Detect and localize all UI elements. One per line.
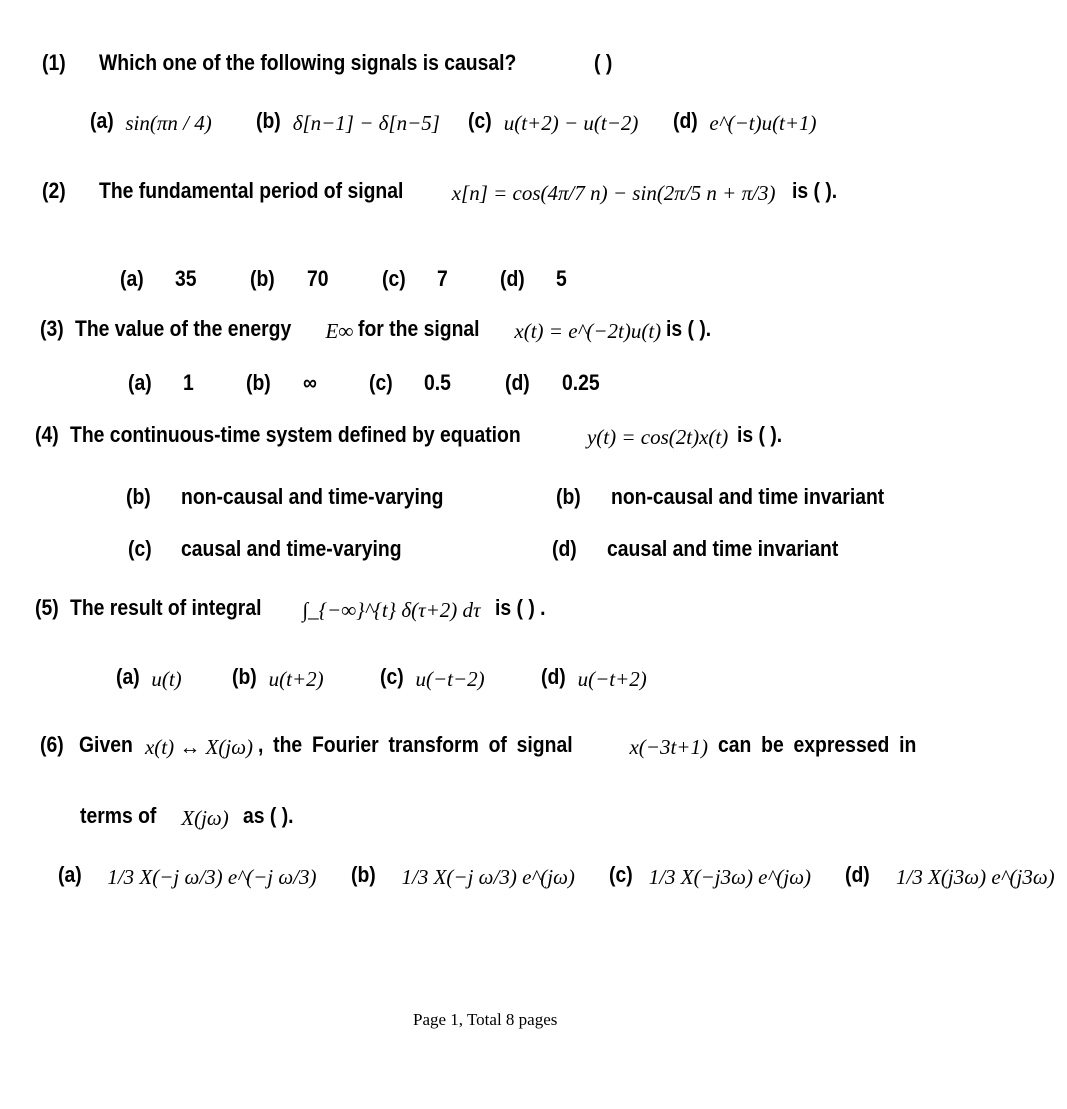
question-tail: is ( ). [736, 422, 782, 447]
option-value: causal and time-varying [181, 536, 402, 561]
question-text: The continuous-time system defined by equation [70, 422, 522, 447]
option-value: non-causal and time-varying [180, 484, 444, 509]
option-d: (d) e^(−t)u(t+1) [672, 108, 817, 136]
question-2 [42, 178, 843, 206]
integral-expression: ∫_{−∞}^{t} δ(τ+2) dτ [302, 598, 481, 623]
question-number: (1) [42, 50, 66, 75]
option-c-expr: 1/3 X(−j3ω) e^(jω) [648, 865, 812, 890]
energy-symbol: E∞ [325, 319, 354, 344]
option-c-value: 7 [437, 266, 448, 291]
option-value: causal and time invariant [606, 536, 838, 561]
signal-expression: x(−3t+1) [629, 735, 708, 760]
option-b-row: (b) non-causal and time invariant [556, 484, 884, 509]
option-b-expr: 1/3 X(−j ω/3) e^(jω) [401, 865, 575, 890]
question-5-options: (a) u(t) (b) u(t+2) (c) u(−t−2) (d) u(−t+2) [116, 664, 647, 692]
question-text: Given [79, 732, 134, 757]
option-a-label: (a) [128, 370, 152, 395]
option-c-expr: u(−t−2) [415, 667, 485, 692]
signal-expression: x(t) = e^(−2t)u(t) [514, 319, 662, 344]
option-a-value: 1 [183, 370, 195, 395]
question-number: (3) [40, 316, 64, 341]
question-text: The value of the energy [75, 316, 292, 341]
spectrum-expression: X(jω) [181, 806, 229, 831]
option-b-expr: u(t+2) [268, 667, 324, 692]
question-1 [42, 50, 615, 76]
option-b-label: (b) [246, 370, 271, 395]
question-1-options [90, 108, 817, 136]
answer-blank: ( ) [594, 50, 613, 75]
option-a: (a) sin(πn / 4) [90, 108, 212, 136]
question-tail: is ( ). [791, 178, 838, 203]
question-3-options [128, 370, 605, 396]
question-6-line-2 [80, 803, 301, 831]
signal-expression: x[n] = cos(4π/7 n) − sin(2π/5 n + π/3) [451, 181, 776, 206]
option-a-row: (b) non-causal and time-varying [126, 484, 444, 509]
option-c: (c) u(t+2) − u(t−2) [468, 108, 639, 136]
question-number: (6) [40, 732, 64, 757]
question-text: The result of integral [70, 595, 262, 620]
option-b-value: 70 [306, 266, 329, 291]
option-expression: sin(πn / 4) [125, 111, 212, 136]
system-equation: y(t) = cos(2t)x(t) [586, 425, 729, 450]
option-value: non-causal and time invariant [610, 484, 884, 509]
option-expression: e^(−t)u(t+1) [709, 111, 817, 136]
option-d-expr: 1/3 X(j3ω) e^(j3ω) [896, 865, 1055, 890]
option-d-value: 5 [556, 266, 568, 291]
question-2-options [120, 266, 569, 292]
option-c-label: (c) [381, 266, 406, 291]
option-expression: δ[n−1] − δ[n−5] [292, 111, 440, 136]
question-text-2: for the signal [357, 316, 480, 341]
option-a-expr: u(t) [151, 667, 182, 692]
option-c-row: (c) causal and time-varying [128, 536, 402, 561]
question-number: (2) [42, 178, 66, 203]
option-d-label: (d) [499, 266, 525, 291]
option-expression: u(t+2) − u(t−2) [503, 111, 639, 136]
option-a-value: 35 [175, 266, 197, 291]
option-c-label: (c) [368, 370, 393, 395]
option-b: (b) δ[n−1] − δ[n−5] [256, 108, 440, 136]
option-c-value: 0.5 [424, 370, 452, 395]
question-tail: is ( ) . [494, 595, 546, 620]
question-text: Which one of the following signals is causal? [99, 50, 517, 75]
question-4 [35, 422, 788, 450]
question-6 [40, 732, 944, 760]
page-footer: Page 1, Total 8 pages [413, 1010, 558, 1029]
question-number: (5) [35, 595, 59, 620]
question-text-3: can be expressed in [718, 732, 917, 757]
question-6-options: (a) 1/3 X(−j ω/3) e^(−j ω/3) (b) 1/3 X(−j ω/3) e^(jω) (c) 1/3 X(−j3ω) e^(jω) (d) 1/3 X(j3ω) e^(j3ω) [58, 862, 1055, 890]
option-b-label: (b) [250, 266, 276, 291]
question-5 [35, 595, 552, 623]
question-tail: is ( ). [665, 316, 711, 341]
option-d-row: (d) causal and time invariant [552, 536, 838, 561]
option-b-value: ∞ [302, 370, 317, 395]
option-a-label: (a) [120, 266, 144, 291]
question-number: (4) [35, 422, 59, 447]
option-d-expr: u(−t+2) [577, 667, 647, 692]
question-tail: as ( ). [243, 803, 294, 828]
option-a-expr: 1/3 X(−j ω/3) e^(−j ω/3) [107, 865, 317, 890]
question-text-4: terms of [80, 803, 157, 828]
option-d-value: 0.25 [561, 370, 600, 395]
question-text: The fundamental period of signal [99, 178, 404, 203]
option-d-label: (d) [505, 370, 530, 395]
question-text-2: , the Fourier transform of signal [257, 732, 573, 757]
fourier-pair: x(t) ↔ X(jω) [144, 735, 254, 760]
question-3 [40, 316, 717, 344]
